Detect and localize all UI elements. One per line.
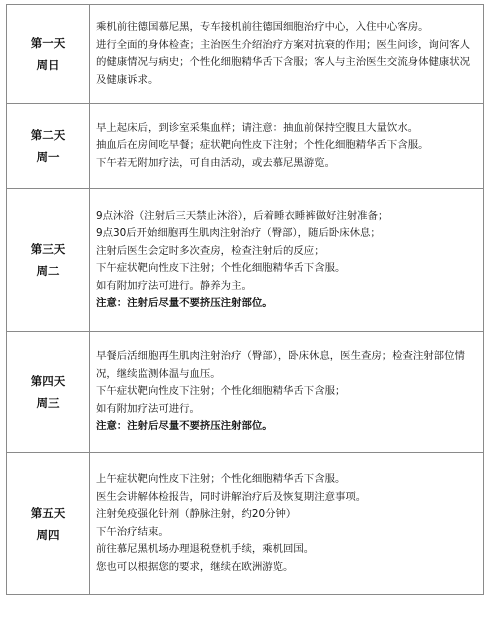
schedule-line: 进行全面的身体检查；主治医生介绍治疗方案对抗衰的作用；医生问诊，询问客人的健康情况与病史；个性化细胞精华舌下含服；客人与主治医生交流身体健康状况及健康诉求。 xyxy=(96,38,471,86)
day-label: 第三天 xyxy=(30,242,66,256)
schedule-line: 乘机前往德国慕尼黑，专车接机前往德国细胞治疗中心，入住中心客房。 xyxy=(96,21,429,33)
schedule-line: 早餐后活细胞再生肌肉注射治疗（臀部），卧床休息，医生查房；检查注射部位情况，继续监测体温与血压。 xyxy=(96,350,465,380)
day-label: 第五天 xyxy=(30,505,66,520)
schedule-content xyxy=(90,189,484,332)
schedule-line: 注射后医生会定时多次查房，检查注射后的反应； xyxy=(96,244,325,257)
itinerary-row xyxy=(7,189,484,332)
schedule-line: 如有附加疗法可进行。静养为主。 xyxy=(96,279,252,292)
day-cell xyxy=(7,453,90,595)
schedule-line: 您也可以根据您的要求，继续在欧洲游览。 xyxy=(96,560,294,573)
schedule-note: 注意：注射后尽量不要挤压注射部位。 xyxy=(96,297,273,309)
schedule-line: 下午若无附加疗法，可自由活动，或去慕尼黑游览。 xyxy=(96,156,335,169)
day-label: 第二天 xyxy=(30,128,66,142)
schedule-line: 医生会讲解体检报告，同时讲解治疗后及恢复期注意事项。 xyxy=(96,490,367,503)
itinerary-row xyxy=(7,104,484,189)
day-cell xyxy=(7,104,90,189)
weekday-label: 周日 xyxy=(36,58,60,72)
itinerary-row xyxy=(7,453,484,595)
schedule-content xyxy=(90,104,484,189)
schedule-line: 下午症状靶向性皮下注射；个性化细胞精华舌下含服。 xyxy=(96,262,346,274)
weekday-label: 周四 xyxy=(36,527,60,542)
itinerary-table xyxy=(6,4,484,595)
day-cell xyxy=(7,332,90,453)
day-cell xyxy=(7,5,90,104)
itinerary-row xyxy=(7,332,484,453)
schedule-line: 注射免疫强化针剂（静脉注射，约20分钟） xyxy=(96,508,297,520)
schedule-content xyxy=(90,332,484,453)
schedule-line: 抽血后在房间吃早餐；症状靶向性皮下注射；个性化细胞精华舌下含服。 xyxy=(96,139,429,152)
schedule-line: 前往慕尼黑机场办理退税登机手续，乘机回国。 xyxy=(96,543,315,555)
schedule-note: 注意：注射后尽量不要挤压注射部位。 xyxy=(96,420,273,433)
day-label: 第一天 xyxy=(30,36,66,50)
weekday-label: 周三 xyxy=(36,396,60,410)
weekday-label: 周一 xyxy=(36,150,60,164)
schedule-line: 下午症状靶向性皮下注射；个性化细胞精华舌下含服； xyxy=(96,385,346,398)
schedule-line: 上午症状靶向性皮下注射；个性化细胞精华舌下含服。 xyxy=(96,473,346,485)
schedule-line: 早上起床后，到诊室采集血样；请注意：抽血前保持空腹且大量饮水。 xyxy=(96,121,419,134)
day-label: 第四天 xyxy=(30,374,66,388)
itinerary-document xyxy=(6,4,484,595)
schedule-line: 9点30后开始细胞再生肌肉注射治疗（臀部），随后卧床休息； xyxy=(96,227,381,239)
schedule-line: 9点沐浴（注射后三天禁止沐浴），后着睡衣睡裤做好注射准备； xyxy=(96,209,389,222)
schedule-content xyxy=(90,5,484,104)
itinerary-row xyxy=(7,5,484,104)
weekday-label: 周二 xyxy=(36,264,60,278)
day-cell xyxy=(7,189,90,332)
schedule-line: 如有附加疗法可进行。 xyxy=(96,402,200,415)
schedule-content xyxy=(90,453,484,595)
schedule-line: 下午治疗结束。 xyxy=(96,525,169,538)
